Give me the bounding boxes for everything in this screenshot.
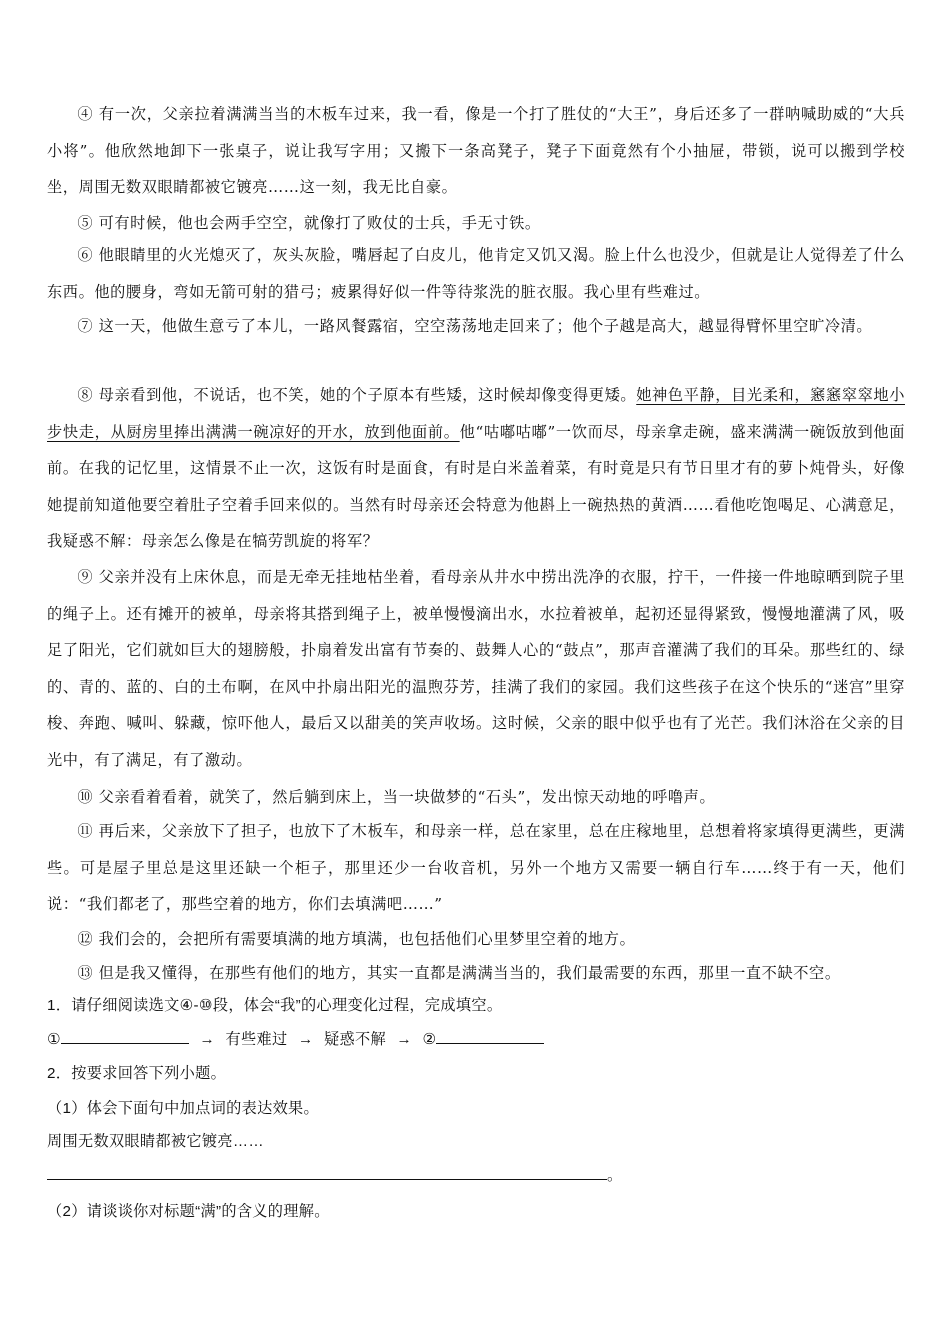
paragraph-12: ⑫ 我们会的，会把所有需要填满的地方填满，也包括他们心里梦里空着的地方。 (77, 930, 636, 948)
arrow-icon: → (199, 1031, 215, 1048)
paragraph-13: ⑬ 但是我又懂得，在那些有他们的地方，其实一直都是满满当当的，我们最需要的东西，那里一直不缺不空。 (77, 964, 841, 982)
blank-2-label: ② (422, 1031, 437, 1048)
paragraph-5: ⑤ 可有时候，他也会两手空空，就像打了败仗的士兵，手无寸铁。 (77, 214, 541, 232)
question-1: 1．请仔细阅读选文④-⑩段，体会“我”的心理变化过程，完成填空。 (47, 997, 503, 1014)
paragraph-8-underlined-sentence: 她神色平静，目光柔和，窸窸窣窣地小步快走，从厨房里捧出满满一碗凉好的开水，放到他面前。 (47, 386, 905, 441)
arrow-icon: → (297, 1031, 314, 1048)
question-2: 2．按要求回答下列小题。 (47, 1065, 227, 1082)
question-1-fill-row (47, 1024, 905, 1056)
paragraph-11: ⑪ 再后来，父亲放下了担子，也放下了木板车，和母亲一样，总在家里，总在庄稼地里，总想着将家填得更满些，更满些。可是屋子里总是这里还缺一个柜子，那里还少一台收音机，另外一个地方又需要一辆自行车……终于有一天，他们说：“我们都老了，那些空着的地方，你们去填满吧……” (47, 822, 905, 913)
paragraph-10: ⑩ 父亲看着看着，就笑了，然后躺到床上，当一块做梦的“石头”，发出惊天动地的呼噜声。 (77, 788, 716, 806)
paragraph-8-rest: 他“咕嘟咕嘟”一饮而尽，母亲拿走碗，盛来满满一碗饭放到他面前。在我的记忆里，这情景不止一次，这饭有时是面食，有时是白米盖着菜，有时竟是只有节日里才有的萝卜炖骨头，好像她提前知道他要空着肚子空着手回来似的。当然有时母亲还会特意为他斟上一碗热热的黄酒……看他吃饱喝足、心满意足，我疑惑不解：母亲怎么像是在犒劳凯旋的将军？ (47, 422, 905, 550)
answer-blank-1[interactable] (61, 1025, 189, 1044)
paragraph-8 (47, 377, 905, 560)
answer-period: 。 (607, 1167, 623, 1184)
question-2-1-sentence: 周围无数双眼睛都被它镀亮…… (47, 1133, 264, 1150)
arrow-icon: → (396, 1031, 412, 1048)
question-2-1: （1）体会下面句中加点词的表达效果。 (47, 1100, 320, 1117)
question-2-1-answer-row (47, 1160, 905, 1192)
stage-puzzled: 疑惑不解 (324, 1031, 386, 1048)
stage-sad: 有些难过 (225, 1031, 288, 1048)
blank-1-label: ① (47, 1031, 61, 1048)
paragraph-9: ⑨ 父亲并没有上床休息，而是无牵无挂地枯坐着，看母亲从井水中捞出洗净的衣服，拧干，一件接一件地晾晒到院子里的绳子上。还有摊开的被单，母亲将其搭到绳子上，被单慢慢滴出水，水拉着被单，起初还显得紧致，慢慢地灌满了风，吸足了阳光，它们就如巨大的翅膀般，扑扇着发出富有节奏的、鼓舞人心的“鼓点”，那声音灌满了我们的耳朵。那些红的、绿的、青的、蓝的、白的土布啊，在风中扑扇出阳光的温煦芬芳，挂满了我们的家园。我们这些孩子在这个快乐的“迷宫”里穿梭、奔跑、喊叫、躲藏，惊吓他人，最后又以甜美的笑声收场。这时候，父亲的眼中似乎也有了光芒。我们沐浴在父亲的目光中，有了满足，有了激动。 (47, 568, 905, 769)
paragraph-6: ⑥ 他眼睛里的火光熄灭了，灰头灰脸，嘴唇起了白皮儿，他肯定又饥又渴。脸上什么也没少，但就是让人觉得差了什么东西。他的腰身，弯如无箭可射的猎弓；疲累得好似一件等待浆洗的脏衣服。我心里有些难过。 (47, 246, 905, 301)
paragraph-7: ⑦ 这一天，他做生意亏了本儿，一路风餐露宿，空空荡荡地走回来了；他个子越是高大，越显得臂怀里空旷冷清。 (77, 317, 873, 335)
answer-line-2-1[interactable] (47, 1161, 607, 1180)
paragraph-4: ④ 有一次，父亲拉着满满当当的木板车过来，我一看，像是一个打了胜仗的“大王”，身后还多了一群呐喊助威的“大兵小将”。他欣然地卸下一张桌子，说让我写字用；又搬下一条高凳子，凳子下面竟然有个小抽屉，带锁，说可以搬到学校坐，周围无数双眼睛都被它镀亮……这一刻，我无比自豪。 (47, 105, 905, 196)
paragraph-8-start: ⑧ 母亲看到他，不说话，也不笑，她的个子原本有些矮，这时候却像变得更矮。 (77, 386, 637, 404)
answer-blank-2[interactable] (436, 1025, 544, 1044)
question-2-2: （2）请谈谈你对标题“满”的含义的理解。 (47, 1203, 330, 1220)
